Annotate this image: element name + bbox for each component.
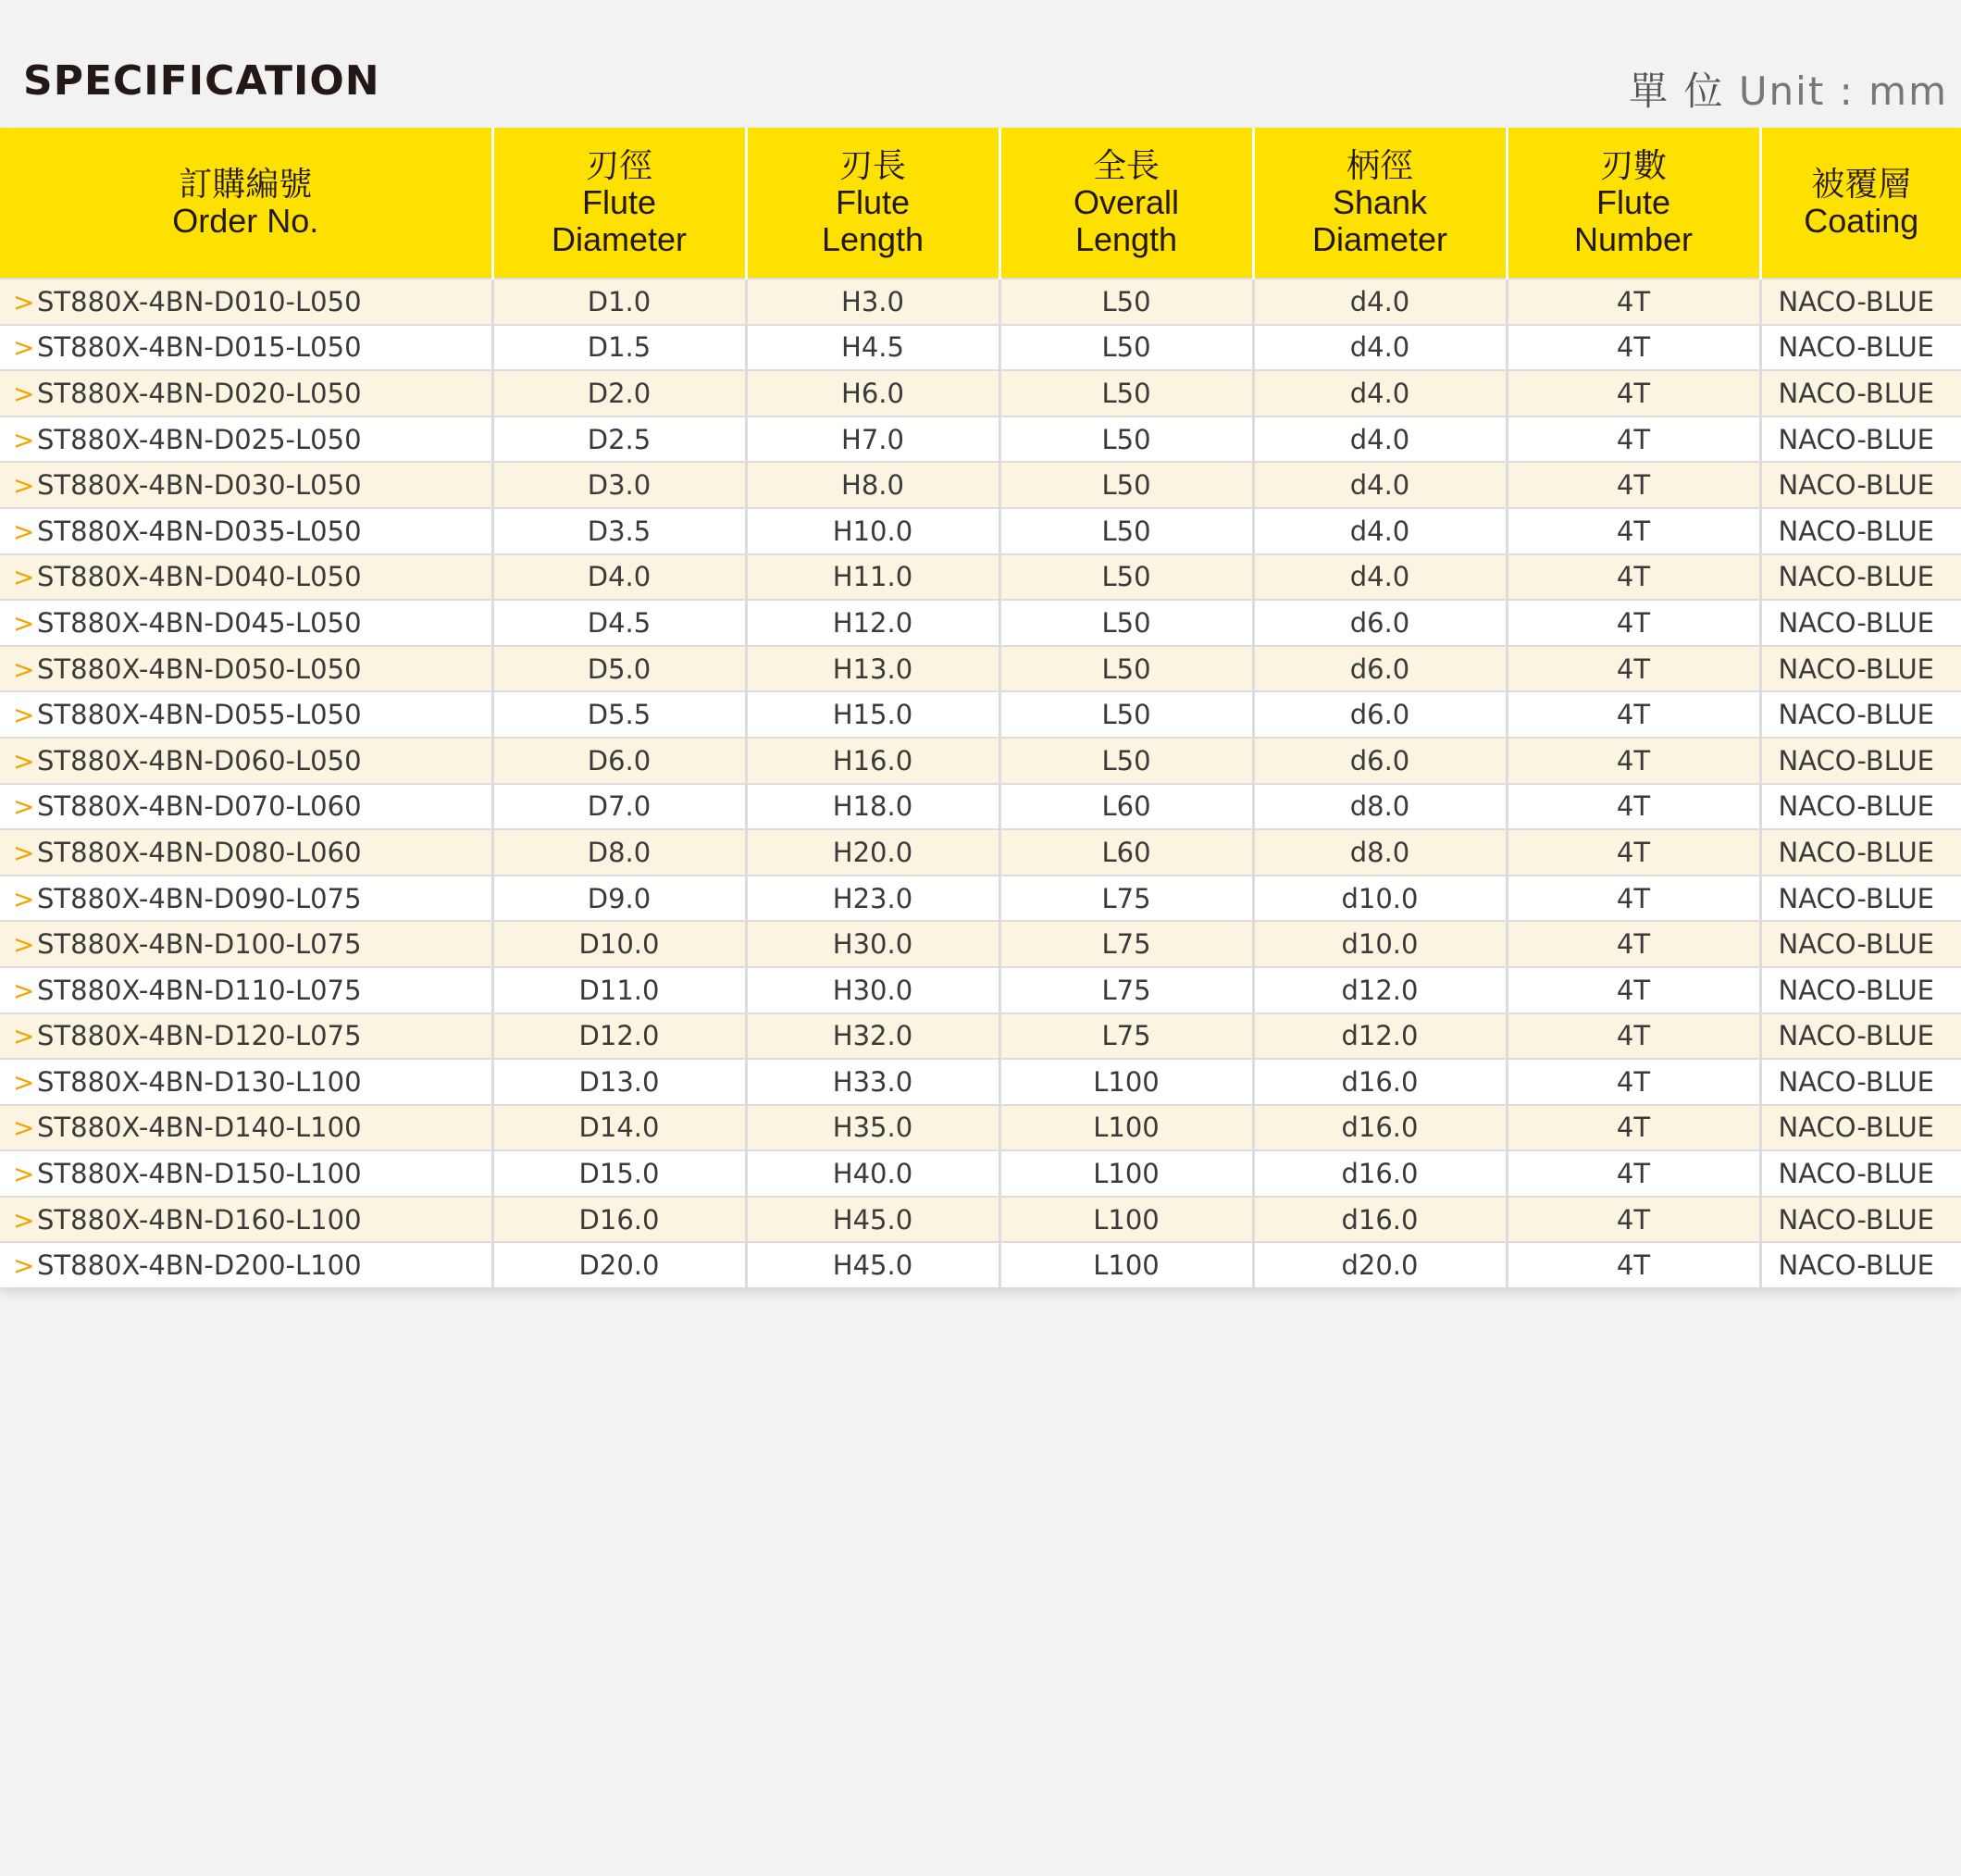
column-header-cjk: 刃長	[838, 146, 906, 184]
cell-flute-diameter: D20.0	[492, 1242, 746, 1287]
cell-flute-length: H3.0	[746, 279, 999, 325]
cell-flute-number: 4T	[1507, 921, 1760, 967]
cell-flute-diameter: D5.0	[492, 646, 746, 692]
cell-flute-length: H45.0	[746, 1242, 999, 1287]
chevron-right-icon: >	[13, 1066, 35, 1098]
cell-coating: NACO-BLUE	[1760, 325, 1961, 371]
cell-order-no	[0, 1059, 492, 1105]
column-header-en: Number	[1573, 220, 1694, 258]
cell-shank-diameter: d6.0	[1253, 646, 1507, 692]
cell-shank-diameter: d4.0	[1253, 279, 1507, 325]
cell-flute-length: H4.5	[746, 325, 999, 371]
cell-coating: NACO-BLUE	[1760, 691, 1961, 738]
cell-coating: NACO-BLUE	[1760, 646, 1961, 692]
cell-order-no	[0, 876, 492, 922]
chevron-right-icon: >	[13, 286, 35, 317]
cell-flute-number: 4T	[1507, 646, 1760, 692]
page-title: SPECIFICATION	[23, 57, 380, 105]
cell-flute-diameter: D7.0	[492, 784, 746, 830]
cell-flute-number: 4T	[1507, 784, 1760, 830]
cell-flute-diameter: D4.0	[492, 554, 746, 601]
cell-flute-length: H35.0	[746, 1105, 999, 1151]
table-row	[0, 1242, 1961, 1287]
cell-flute-number: 4T	[1507, 1197, 1760, 1243]
cell-overall-length: L60	[999, 784, 1253, 830]
cell-flute-diameter: D3.5	[492, 508, 746, 554]
cell-flute-number: 4T	[1507, 370, 1760, 416]
cell-overall-length: L50	[999, 600, 1253, 646]
cell-overall-length: L100	[999, 1197, 1253, 1243]
cell-overall-length: L50	[999, 279, 1253, 325]
cell-coating: NACO-BLUE	[1760, 784, 1961, 830]
spec-table	[0, 128, 1961, 1287]
cell-flute-number: 4T	[1507, 1105, 1760, 1151]
cell-flute-number: 4T	[1507, 279, 1760, 325]
cell-order-no	[0, 829, 492, 876]
table-row	[0, 1059, 1961, 1105]
unit-label	[1629, 61, 1948, 117]
table-row	[0, 325, 1961, 371]
column-header-order-no	[0, 128, 492, 279]
cell-flute-length: H8.0	[746, 462, 999, 508]
cell-coating: NACO-BLUE	[1760, 921, 1961, 967]
cell-shank-diameter: d12.0	[1253, 967, 1507, 1013]
cell-flute-diameter: D14.0	[492, 1105, 746, 1151]
cell-coating: NACO-BLUE	[1760, 554, 1961, 601]
chevron-right-icon: >	[13, 791, 35, 823]
chevron-right-icon: >	[13, 470, 35, 502]
column-header-en: Flute	[1595, 183, 1671, 221]
cell-overall-length: L50	[999, 325, 1253, 371]
cell-overall-length: L60	[999, 829, 1253, 876]
cell-coating: NACO-BLUE	[1760, 1150, 1961, 1197]
cell-flute-diameter: D2.0	[492, 370, 746, 416]
column-header-cjk: 刃數	[1599, 146, 1667, 184]
column-header-en: Flute	[835, 183, 911, 221]
cell-shank-diameter: d4.0	[1253, 370, 1507, 416]
cell-flute-diameter: D15.0	[492, 1150, 746, 1197]
table-row	[0, 554, 1961, 601]
cell-order-no	[0, 325, 492, 371]
cell-flute-number: 4T	[1507, 600, 1760, 646]
cell-overall-length: L50	[999, 416, 1253, 463]
cell-shank-diameter: d16.0	[1253, 1059, 1507, 1105]
cell-order-no	[0, 967, 492, 1013]
column-header-en: Overall	[1073, 183, 1180, 221]
chevron-right-icon: >	[13, 1250, 35, 1282]
cell-shank-diameter: d12.0	[1253, 1013, 1507, 1060]
table-header	[0, 128, 1961, 279]
chevron-right-icon: >	[13, 332, 35, 364]
table-row	[0, 508, 1961, 554]
cell-flute-number: 4T	[1507, 1242, 1760, 1287]
cell-overall-length: L50	[999, 508, 1253, 554]
cell-overall-length: L50	[999, 646, 1253, 692]
column-header-flute-diameter	[492, 128, 746, 279]
cell-shank-diameter: d8.0	[1253, 829, 1507, 876]
cell-flute-number: 4T	[1507, 829, 1760, 876]
cell-flute-length: H12.0	[746, 600, 999, 646]
cell-flute-length: H40.0	[746, 1150, 999, 1197]
cell-flute-diameter: D3.0	[492, 462, 746, 508]
cell-flute-diameter: D13.0	[492, 1059, 746, 1105]
column-header-en: Length	[1074, 220, 1178, 258]
order-number: ST880X-4BN-D140-L100	[37, 1112, 362, 1144]
order-number: ST880X-4BN-D110-L075	[37, 974, 362, 1006]
cell-flute-number: 4T	[1507, 967, 1760, 1013]
cell-overall-length: L50	[999, 738, 1253, 784]
order-number: ST880X-4BN-D080-L060	[37, 836, 362, 868]
cell-coating: NACO-BLUE	[1760, 876, 1961, 922]
table-row	[0, 279, 1961, 325]
unit-cjk: 單 位	[1629, 68, 1725, 114]
cell-coating: NACO-BLUE	[1760, 279, 1961, 325]
cell-flute-diameter: D1.5	[492, 325, 746, 371]
cell-shank-diameter: d6.0	[1253, 738, 1507, 784]
table-row	[0, 784, 1961, 830]
cell-flute-length: H18.0	[746, 784, 999, 830]
cell-coating: NACO-BLUE	[1760, 967, 1961, 1013]
cell-flute-diameter: D4.5	[492, 600, 746, 646]
order-number: ST880X-4BN-D120-L075	[37, 1020, 362, 1052]
cell-overall-length: L100	[999, 1242, 1253, 1287]
cell-order-no	[0, 370, 492, 416]
column-header-cjk: 全長	[1092, 146, 1160, 184]
cell-flute-length: H33.0	[746, 1059, 999, 1105]
cell-coating: NACO-BLUE	[1760, 1013, 1961, 1060]
cell-shank-diameter: d16.0	[1253, 1197, 1507, 1243]
unit-text: Unit : mm	[1738, 68, 1948, 114]
cell-coating: NACO-BLUE	[1760, 416, 1961, 463]
chevron-right-icon: >	[13, 1204, 35, 1236]
chevron-right-icon: >	[13, 745, 35, 776]
table-body	[0, 279, 1961, 1287]
cell-shank-diameter: d16.0	[1253, 1105, 1507, 1151]
table-row	[0, 876, 1961, 922]
cell-flute-number: 4T	[1507, 462, 1760, 508]
cell-flute-diameter: D2.5	[492, 416, 746, 463]
cell-flute-number: 4T	[1507, 554, 1760, 601]
chevron-right-icon: >	[13, 378, 35, 409]
cell-flute-number: 4T	[1507, 1150, 1760, 1197]
cell-flute-number: 4T	[1507, 738, 1760, 784]
cell-flute-length: H30.0	[746, 967, 999, 1013]
cell-overall-length: L75	[999, 967, 1253, 1013]
cell-order-no	[0, 646, 492, 692]
order-number: ST880X-4BN-D020-L050	[37, 377, 362, 409]
cell-flute-length: H10.0	[746, 508, 999, 554]
cell-flute-diameter: D11.0	[492, 967, 746, 1013]
chevron-right-icon: >	[13, 700, 35, 731]
cell-shank-diameter: d4.0	[1253, 554, 1507, 601]
chevron-right-icon: >	[13, 653, 35, 685]
chevron-right-icon: >	[13, 1159, 35, 1190]
cell-order-no	[0, 279, 492, 325]
column-header-cjk: 訂購編號	[179, 165, 313, 203]
table-row	[0, 921, 1961, 967]
table-row	[0, 1105, 1961, 1151]
table-row	[0, 416, 1961, 463]
cell-flute-diameter: D5.5	[492, 691, 746, 738]
cell-coating: NACO-BLUE	[1760, 738, 1961, 784]
column-header-en: Diameter	[551, 220, 688, 258]
column-header-en: Coating	[1804, 202, 1919, 240]
spec-table-container	[0, 128, 1961, 1287]
order-number: ST880X-4BN-D030-L050	[37, 469, 362, 502]
column-header-en: Order No.	[172, 202, 319, 240]
order-number: ST880X-4BN-D045-L050	[37, 606, 362, 639]
cell-coating: NACO-BLUE	[1760, 600, 1961, 646]
cell-shank-diameter: d4.0	[1253, 416, 1507, 463]
cell-order-no	[0, 921, 492, 967]
order-number: ST880X-4BN-D160-L100	[37, 1203, 362, 1236]
column-header-cjk: 柄徑	[1346, 146, 1413, 184]
chevron-right-icon: >	[13, 516, 35, 547]
cell-flute-number: 4T	[1507, 325, 1760, 371]
order-number: ST880X-4BN-D200-L100	[37, 1249, 362, 1282]
cell-overall-length: L75	[999, 921, 1253, 967]
cell-flute-length: H7.0	[746, 416, 999, 463]
cell-shank-diameter: d6.0	[1253, 691, 1507, 738]
column-header-en: Length	[821, 220, 925, 258]
cell-shank-diameter: d10.0	[1253, 876, 1507, 922]
cell-order-no	[0, 1105, 492, 1151]
cell-coating: NACO-BLUE	[1760, 1105, 1961, 1151]
cell-shank-diameter: d6.0	[1253, 600, 1507, 646]
column-header-overall-length	[999, 128, 1253, 279]
column-header-flute-number	[1507, 128, 1760, 279]
cell-order-no	[0, 1197, 492, 1243]
cell-flute-number: 4T	[1507, 691, 1760, 738]
cell-flute-diameter: D9.0	[492, 876, 746, 922]
table-row	[0, 691, 1961, 738]
order-number: ST880X-4BN-D100-L075	[37, 928, 362, 961]
column-header-flute-length	[746, 128, 999, 279]
table-row	[0, 829, 1961, 876]
chevron-right-icon: >	[13, 1021, 35, 1052]
chevron-right-icon: >	[13, 837, 35, 868]
cell-flute-length: H32.0	[746, 1013, 999, 1060]
cell-overall-length: L100	[999, 1150, 1253, 1197]
chevron-right-icon: >	[13, 607, 35, 639]
cell-coating: NACO-BLUE	[1760, 1242, 1961, 1287]
cell-flute-number: 4T	[1507, 508, 1760, 554]
cell-flute-number: 4T	[1507, 416, 1760, 463]
column-header-cjk: 被覆層	[1811, 165, 1912, 203]
cell-order-no	[0, 416, 492, 463]
order-number: ST880X-4BN-D150-L100	[37, 1158, 362, 1190]
cell-coating: NACO-BLUE	[1760, 1059, 1961, 1105]
cell-flute-number: 4T	[1507, 876, 1760, 922]
order-number: ST880X-4BN-D130-L100	[37, 1065, 362, 1098]
table-row	[0, 1150, 1961, 1197]
cell-coating: NACO-BLUE	[1760, 1197, 1961, 1243]
order-number: ST880X-4BN-D035-L050	[37, 515, 362, 547]
cell-flute-diameter: D8.0	[492, 829, 746, 876]
column-header-coating	[1760, 128, 1961, 279]
cell-coating: NACO-BLUE	[1760, 508, 1961, 554]
cell-coating: NACO-BLUE	[1760, 829, 1961, 876]
chevron-right-icon: >	[13, 929, 35, 961]
cell-shank-diameter: d10.0	[1253, 921, 1507, 967]
column-header-shank-diameter	[1253, 128, 1507, 279]
cell-overall-length: L50	[999, 462, 1253, 508]
cell-flute-length: H6.0	[746, 370, 999, 416]
column-header-en: Flute	[581, 183, 657, 221]
cell-flute-number: 4T	[1507, 1059, 1760, 1105]
cell-overall-length: L50	[999, 691, 1253, 738]
order-number: ST880X-4BN-D050-L050	[37, 652, 362, 685]
cell-flute-length: H16.0	[746, 738, 999, 784]
column-header-cjk: 刃徑	[585, 146, 652, 184]
cell-shank-diameter: d4.0	[1253, 462, 1507, 508]
chevron-right-icon: >	[13, 1112, 35, 1144]
cell-coating: NACO-BLUE	[1760, 462, 1961, 508]
cell-flute-diameter: D1.0	[492, 279, 746, 325]
cell-flute-diameter: D12.0	[492, 1013, 746, 1060]
cell-shank-diameter: d4.0	[1253, 508, 1507, 554]
cell-coating: NACO-BLUE	[1760, 370, 1961, 416]
table-row	[0, 600, 1961, 646]
cell-order-no	[0, 508, 492, 554]
cell-overall-length: L75	[999, 876, 1253, 922]
cell-flute-length: H13.0	[746, 646, 999, 692]
cell-overall-length: L75	[999, 1013, 1253, 1060]
cell-order-no	[0, 691, 492, 738]
cell-overall-length: L100	[999, 1059, 1253, 1105]
chevron-right-icon: >	[13, 562, 35, 593]
column-header-en: Shank	[1332, 183, 1428, 221]
cell-flute-diameter: D16.0	[492, 1197, 746, 1243]
order-number: ST880X-4BN-D025-L050	[37, 423, 362, 455]
cell-overall-length: L100	[999, 1105, 1253, 1151]
cell-flute-diameter: D6.0	[492, 738, 746, 784]
cell-order-no	[0, 1242, 492, 1287]
order-number: ST880X-4BN-D040-L050	[37, 561, 362, 593]
cell-flute-length: H45.0	[746, 1197, 999, 1243]
cell-shank-diameter: d16.0	[1253, 1150, 1507, 1197]
cell-order-no	[0, 738, 492, 784]
cell-shank-diameter: d20.0	[1253, 1242, 1507, 1287]
table-row	[0, 1197, 1961, 1243]
cell-flute-number: 4T	[1507, 1013, 1760, 1060]
cell-shank-diameter: d8.0	[1253, 784, 1507, 830]
order-number: ST880X-4BN-D015-L050	[37, 331, 362, 364]
cell-overall-length: L50	[999, 554, 1253, 601]
chevron-right-icon: >	[13, 975, 35, 1006]
cell-overall-length: L50	[999, 370, 1253, 416]
cell-flute-length: H30.0	[746, 921, 999, 967]
chevron-right-icon: >	[13, 883, 35, 914]
cell-shank-diameter: d4.0	[1253, 325, 1507, 371]
cell-flute-length: H20.0	[746, 829, 999, 876]
table-row	[0, 646, 1961, 692]
cell-order-no	[0, 554, 492, 601]
table-row	[0, 738, 1961, 784]
order-number: ST880X-4BN-D090-L075	[37, 882, 362, 914]
cell-order-no	[0, 784, 492, 830]
cell-order-no	[0, 462, 492, 508]
cell-flute-length: H23.0	[746, 876, 999, 922]
cell-order-no	[0, 1150, 492, 1197]
cell-flute-length: H15.0	[746, 691, 999, 738]
order-number: ST880X-4BN-D055-L050	[37, 699, 362, 731]
table-row	[0, 462, 1961, 508]
table-row	[0, 967, 1961, 1013]
cell-order-no	[0, 1013, 492, 1060]
cell-flute-diameter: D10.0	[492, 921, 746, 967]
column-header-en: Diameter	[1311, 220, 1448, 258]
table-row	[0, 1013, 1961, 1060]
chevron-right-icon: >	[13, 424, 35, 455]
order-number: ST880X-4BN-D010-L050	[37, 285, 362, 317]
cell-flute-length: H11.0	[746, 554, 999, 601]
table-row	[0, 370, 1961, 416]
order-number: ST880X-4BN-D060-L050	[37, 744, 362, 776]
order-number: ST880X-4BN-D070-L060	[37, 790, 362, 823]
cell-order-no	[0, 600, 492, 646]
